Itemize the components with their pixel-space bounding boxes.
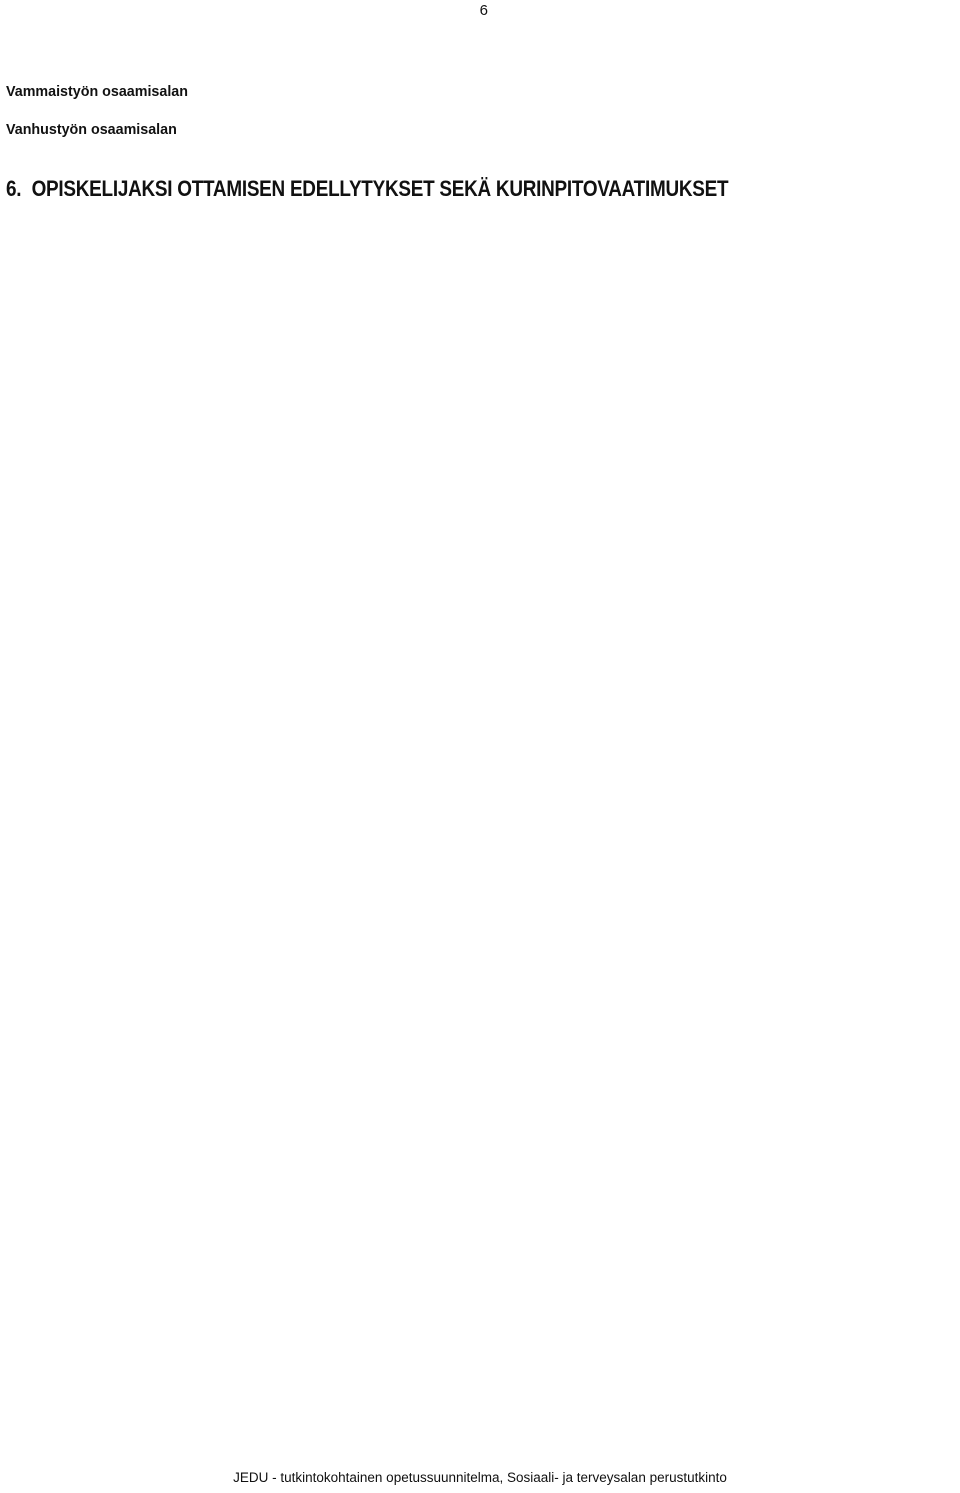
section-heading — [6, 176, 818, 202]
lead-term-vammaistyo: Vammaistyön osaamisalan — [6, 84, 188, 100]
page-footer: JEDU - tutkintokohtainen opetussuunnitelma, Sosiaali- ja terveysalan perustutkinto — [233, 1470, 727, 1485]
document-body — [6, 64, 950, 220]
page-number: 6 — [479, 2, 488, 19]
paragraph-vanhustyo — [6, 121, 950, 140]
section-title: OPISKELIJAKSI OTTAMISEN EDELLYTYKSET SEKÄ KURINPITOVAATIMUKSET — [31, 176, 729, 202]
section-number: 6. — [6, 176, 22, 202]
paragraph-vammaistyo — [6, 83, 950, 102]
lead-term-vanhustyo: Vanhustyön osaamisalan — [6, 122, 177, 139]
